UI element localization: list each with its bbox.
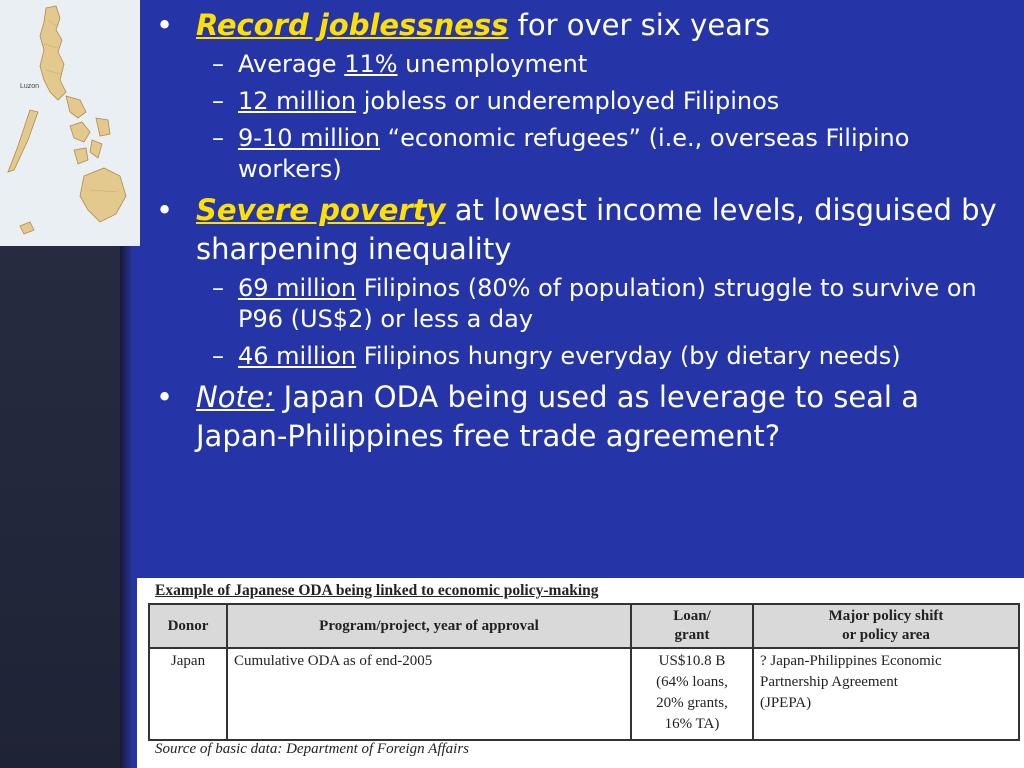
cell-policy-shift: ? Japan-Philippines Economic Partnership Agreement (JPEPA)	[753, 648, 1019, 740]
bullet-dot: •	[156, 8, 174, 42]
header-policy-shift: Major policy shift or policy area	[753, 604, 1019, 648]
sub-bullet-text: unemployment	[397, 50, 588, 78]
cell-program: Cumulative ODA as of end-2005	[227, 648, 631, 740]
bullet-item	[150, 191, 1010, 269]
bullet-emphasis: Record joblessness	[196, 8, 509, 42]
cell-donor: Japan	[149, 648, 227, 740]
bullet-item	[150, 378, 1010, 456]
philippines-map-image	[0, 0, 140, 246]
bullet-emphasis: Note:	[196, 380, 275, 414]
sub-bullet-dash: –	[212, 124, 224, 152]
sub-bullet-dash: –	[212, 342, 224, 370]
sub-bullet-text: jobless or underemployed Filipinos	[356, 87, 780, 115]
sub-bullet-key-figure: 12 million	[238, 87, 357, 115]
sub-bullet-item	[150, 123, 1010, 185]
table-source: Source of basic data: Department of Foreign Affairs	[155, 741, 469, 757]
slide-content	[150, 6, 1010, 460]
map-graphic	[0, 0, 140, 246]
header-loan-grant: Loan/ grant	[631, 604, 753, 648]
bullet-emphasis: Severe poverty	[196, 193, 446, 227]
oda-table-panel	[137, 578, 1024, 768]
oda-table	[148, 603, 1020, 741]
sub-bullet-prefix: Average	[238, 50, 345, 78]
sub-bullet-dash: –	[212, 274, 224, 302]
sub-bullet-dash: –	[212, 87, 224, 115]
cell-loan-grant: US$10.8 B (64% loans, 20% grants, 16% TA)	[631, 648, 753, 740]
map-label-luzon: Luzon	[20, 83, 40, 90]
header-donor: Donor	[149, 604, 227, 648]
sub-bullet-key-figure: 11%	[344, 50, 398, 78]
bullet-text: at lowest income levels, disguised by sharpening inequality	[196, 193, 997, 266]
sub-bullet-text: Filipinos (80% of population) struggle to survive on P96 (US$2) or less a day	[238, 274, 977, 333]
bullet-dot: •	[156, 193, 174, 227]
sub-bullet-key-figure: 69 million	[238, 274, 357, 302]
bullet-text: Japan ODA being used as leverage to seal a Japan-Philippines free trade agreement?	[196, 380, 919, 453]
bullet-item	[150, 6, 1010, 45]
sub-bullet-item	[150, 86, 1010, 117]
sub-bullet-text: Filipinos hungry everyday (by dietary needs)	[356, 342, 901, 370]
table-row	[149, 648, 1019, 740]
sub-bullet-dash: –	[212, 50, 224, 78]
sub-bullet-item	[150, 273, 1010, 335]
sub-bullet-item	[150, 341, 1010, 372]
table-header-row	[149, 604, 1019, 648]
sub-bullet-item	[150, 49, 1010, 80]
table-title: Example of Japanese ODA being linked to economic policy-making	[155, 582, 599, 599]
sub-bullet-text: “economic refugees” (i.e., overseas Filipino workers)	[238, 124, 910, 183]
sub-bullet-key-figure: 46 million	[238, 342, 357, 370]
sub-bullet-key-figure: 9-10 million	[238, 124, 381, 152]
bullet-dot: •	[156, 380, 174, 414]
header-program: Program/project, year of approval	[227, 604, 631, 648]
bullet-text: for over six years	[508, 8, 770, 42]
